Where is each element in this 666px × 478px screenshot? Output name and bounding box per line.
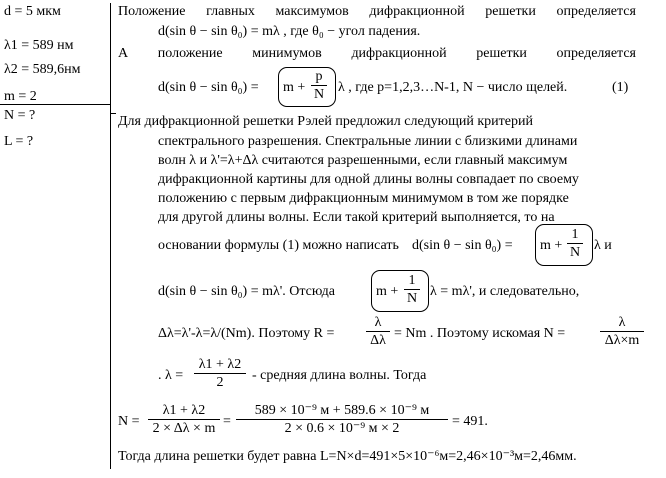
result-N-label: N = — [118, 414, 140, 429]
result-N-fraction: λ1 + λ2 2 × Δλ × m — [148, 403, 220, 436]
find-rule — [110, 113, 116, 114]
paragraph-line-5: положению с первым дифракционным минимумом в том же порядке — [158, 191, 569, 206]
unknown-N: N = ? — [4, 108, 36, 123]
otsyuda-fraction: 1 N — [404, 273, 420, 306]
paragraph-line-10b: - средняя длина волны. Тогда — [252, 368, 427, 383]
numeric-fraction: 589 × 10⁻⁹ м + 589.6 × 10⁻⁹ м 2 × 0.6 × 10⁻⁹ м × 2 — [236, 403, 448, 436]
condition-formula-lhs: d(sin θ − sin θ₀) = — [412, 238, 513, 253]
paragraph-line-7: основании формулы (1) можно написать — [158, 238, 399, 253]
paragraph-line-4: дифракционной картины для одной длины волны совпадает по своему — [158, 172, 579, 187]
paragraph-line-9b: = Nm . Поэтому искомая N = — [394, 326, 566, 341]
given-lambda1: λ1 = 589 нм — [4, 38, 74, 53]
mean-lambda-fraction: λ1 + λ2 2 — [194, 357, 246, 390]
result-equals: = — [223, 414, 231, 429]
column-divider — [110, 3, 111, 469]
given-m: m = 2 — [4, 89, 37, 104]
paragraph-line-3: волн λ и λ'=λ+Δλ считаются разрешенными, если главный максимум — [158, 153, 568, 168]
paragraph-line-6: для другой длины волны. Если такой критерий выполняется, то на — [158, 210, 555, 225]
unknown-L: L = ? — [4, 134, 34, 149]
equation-number: (1) — [612, 80, 629, 95]
paragraph-line-10a: . λ = — [158, 368, 184, 383]
otsyuda-m: m + — [376, 284, 399, 299]
paragraph-line-2: спектрального разрешения. Спектральные линии с близкими длинами — [158, 134, 578, 149]
resolution-fraction: λ Δλ — [366, 315, 390, 348]
result-N-value: = 491. — [452, 414, 488, 429]
condition-tail: λ и — [594, 238, 612, 253]
paragraph-line-9a: Δλ=λ'-λ=λ/(Nm). Поэтому R = — [158, 326, 335, 341]
grating-length-result: Тогда длина решетки будет равна L=N×d=491×5×10⁻⁶м=2,46×10⁻³м=2,46мм. — [118, 449, 577, 464]
condition-fraction: 1 N — [567, 227, 583, 260]
solution-line-1: Положение главных максимумов дифракционной решетки определяется — [118, 4, 636, 19]
minima-fraction: p N — [311, 69, 327, 102]
minima-formula-rhs: λ , где p=1,2,3…N-1, N − число щелей. — [338, 80, 568, 95]
paragraph-line-8b: λ = mλ', и следовательно, — [430, 284, 580, 299]
maxima-formula: d(sin θ − sin θ₀) = mλ , где θ₀ − угол падения. — [158, 24, 421, 39]
solution-line-3: А положение минимумов дифракционной решетки определяется — [118, 46, 636, 61]
paragraph-line-8a: d(sin θ − sin θ₀) = mλ'. Отсюда — [158, 284, 335, 299]
minima-formula-lhs: d(sin θ − sin θ₀) = — [158, 80, 259, 95]
paragraph-line-1: Для дифракционной решетки Рэлей предложил следующий критерий — [118, 114, 533, 129]
given-d: d = 5 мкм — [4, 4, 61, 19]
minima-m: m + — [283, 80, 306, 95]
condition-m: m + — [540, 238, 563, 253]
given-lambda2: λ2 = 589,6нм — [4, 62, 81, 77]
N-fraction: λ Δλ×m — [600, 315, 644, 348]
